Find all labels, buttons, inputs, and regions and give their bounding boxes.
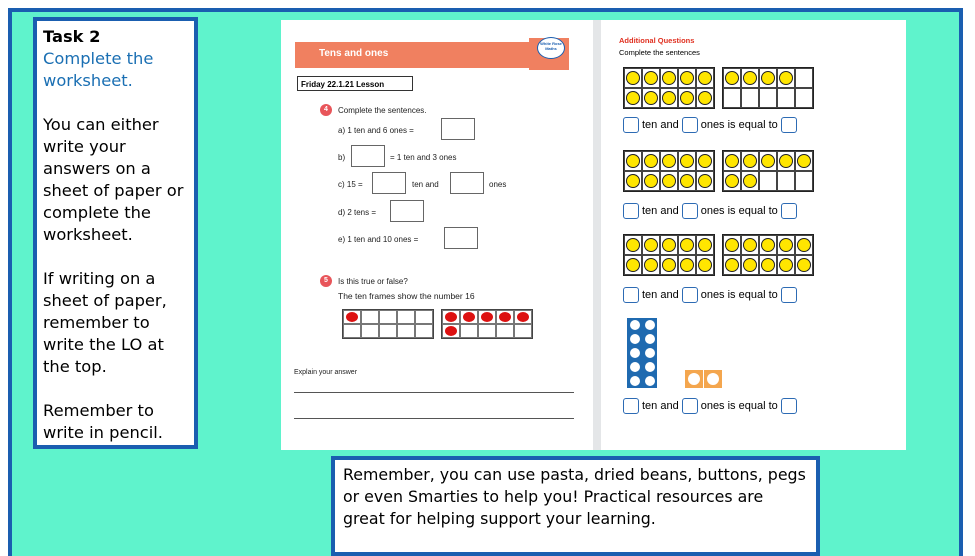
yellow-counter (644, 154, 658, 168)
yellow-counter (698, 71, 712, 85)
lesson-date: Friday 22.1.21 Lesson (297, 76, 413, 91)
red-counter (445, 312, 457, 322)
yellow-counter (644, 238, 658, 252)
yellow-counter (725, 154, 739, 168)
yellow-counter (626, 174, 640, 188)
yellow-counter (797, 258, 811, 272)
q4c-mid: ten and (412, 180, 439, 189)
yellow-ten-frame (623, 150, 715, 192)
sentence-row (623, 202, 800, 220)
explain-label: Explain your answer (294, 369, 358, 376)
yellow-counter (725, 174, 739, 188)
yellow-counter (698, 258, 712, 272)
question-4-number: 4 (320, 104, 332, 116)
worksheet-left-page (281, 20, 593, 450)
q4c-post: ones (489, 180, 507, 189)
yellow-counter (644, 258, 658, 272)
yellow-counter (680, 154, 694, 168)
red-counter (517, 312, 529, 322)
yellow-counter (779, 238, 793, 252)
question-5-subtext: The ten frames show the number 16 (338, 291, 475, 301)
ones-answer-box[interactable] (682, 398, 698, 414)
additional-questions-subtitle: Complete the sentences (619, 48, 700, 57)
ones-answer-box[interactable] (682, 287, 698, 303)
yellow-counter (626, 238, 640, 252)
red-counter (445, 326, 457, 336)
q4e-text: e) 1 ten and 10 ones = (338, 235, 419, 244)
yellow-counter (662, 174, 676, 188)
yellow-counter (644, 91, 658, 105)
question-5-number: 5 (320, 275, 332, 287)
yellow-counter (779, 71, 793, 85)
yellow-counter (626, 258, 640, 272)
q4d-answer-box[interactable] (390, 200, 424, 222)
task-subtitle: Complete the worksheet. (43, 49, 154, 90)
yellow-ten-frame (623, 234, 715, 276)
practical-resources-note (331, 456, 820, 556)
ones-equal-label: ones is equal to (700, 119, 778, 131)
yellow-counter (680, 71, 694, 85)
yellow-counter (761, 238, 775, 252)
tens-answer-box[interactable] (623, 203, 639, 219)
yellow-counter (662, 71, 676, 85)
q4c-tens-box[interactable] (372, 172, 406, 194)
total-answer-box[interactable] (781, 398, 797, 414)
worksheet-image (281, 20, 906, 450)
ones-equal-label: ones is equal to (700, 400, 778, 412)
question-5-text: Is this true or false? (338, 277, 408, 286)
tens-answer-box[interactable] (623, 117, 639, 133)
yellow-ten-frame (623, 67, 715, 109)
yellow-counter (662, 258, 676, 272)
yellow-counter (743, 238, 757, 252)
ones-cube (704, 370, 722, 388)
yellow-counter (725, 238, 739, 252)
yellow-ten-frame (722, 67, 814, 109)
task-instruction-2: If writing on a sheet of paper, remember to write the LO at the top. (43, 269, 167, 376)
yellow-ten-frame (722, 234, 814, 276)
q4a-text: a) 1 ten and 6 ones = (338, 126, 414, 135)
q4c-label: c) 15 = (338, 180, 363, 189)
yellow-counter (644, 71, 658, 85)
yellow-ten-frame (722, 150, 814, 192)
red-counter (481, 312, 493, 322)
yellow-counter (626, 154, 640, 168)
yellow-counter (698, 174, 712, 188)
yellow-counter (698, 91, 712, 105)
yellow-counter (626, 71, 640, 85)
yellow-counter (779, 154, 793, 168)
ten-frame-right (441, 309, 533, 339)
q4c-ones-box[interactable] (450, 172, 484, 194)
yellow-counter (680, 174, 694, 188)
yellow-counter (662, 238, 676, 252)
tens-answer-box[interactable] (623, 287, 639, 303)
tens-answer-box[interactable] (623, 398, 639, 414)
total-answer-box[interactable] (781, 117, 797, 133)
q4b-label: b) (338, 153, 346, 162)
answer-line (294, 418, 574, 419)
ten-and-label: ten and (642, 289, 679, 301)
yellow-counter (698, 154, 712, 168)
yellow-counter (743, 154, 757, 168)
red-counter (499, 312, 511, 322)
ones-cube (685, 370, 703, 388)
yellow-counter (680, 91, 694, 105)
answer-line (294, 392, 574, 393)
yellow-counter (662, 154, 676, 168)
total-answer-box[interactable] (781, 203, 797, 219)
additional-questions-title: Additional Questions (619, 36, 695, 45)
yellow-counter (725, 71, 739, 85)
worksheet-right-page (601, 20, 906, 450)
q4b-answer-box[interactable] (351, 145, 385, 167)
sentence-row (623, 116, 800, 134)
ones-equal-label: ones is equal to (700, 289, 778, 301)
q4b-text: = 1 ten and 3 ones (390, 153, 457, 162)
yellow-counter (680, 238, 694, 252)
yellow-counter (698, 238, 712, 252)
base-ten-rod (627, 318, 657, 388)
yellow-counter (725, 258, 739, 272)
q4a-answer-box[interactable] (441, 118, 475, 140)
yellow-counter (626, 91, 640, 105)
task-instruction-3: Remember to write in pencil. (43, 401, 163, 442)
yellow-counter (797, 238, 811, 252)
page-divider (593, 20, 601, 450)
yellow-counter (743, 71, 757, 85)
q4e-answer-box[interactable] (444, 227, 478, 249)
yellow-counter (761, 258, 775, 272)
ones-answer-box[interactable] (682, 117, 698, 133)
ones-equal-label: ones is equal to (700, 205, 778, 217)
yellow-counter (680, 258, 694, 272)
task-instruction-1: You can either write your answers on a sheet of paper or complete the worksheet. (43, 115, 184, 244)
sentence-row (623, 397, 800, 415)
ten-and-label: ten and (642, 205, 679, 217)
yellow-counter (779, 258, 793, 272)
yellow-counter (644, 174, 658, 188)
yellow-counter (797, 154, 811, 168)
white-rose-logo: White Rose Maths (537, 37, 565, 59)
task-title: Task 2 (43, 27, 101, 46)
yellow-counter (743, 258, 757, 272)
note-text: Remember, you can use pasta, dried beans, buttons, pegs or even Smarties to help you! Practical resources are great for helping support your learning. (343, 465, 806, 528)
sentence-row (623, 286, 800, 304)
red-counter (463, 312, 475, 322)
yellow-counter (743, 174, 757, 188)
ten-frame-left (342, 309, 434, 339)
worksheet-banner (295, 42, 563, 68)
red-counter (346, 312, 358, 322)
yellow-counter (761, 71, 775, 85)
task-box (33, 17, 198, 449)
ones-answer-box[interactable] (682, 203, 698, 219)
question-4-text: Complete the sentences. (338, 106, 427, 115)
yellow-counter (761, 154, 775, 168)
ten-and-label: ten and (642, 400, 679, 412)
yellow-counter (662, 91, 676, 105)
q4d-text: d) 2 tens = (338, 208, 377, 217)
banner-title: Tens and ones (319, 48, 389, 59)
ten-and-label: ten and (642, 119, 679, 131)
total-answer-box[interactable] (781, 287, 797, 303)
